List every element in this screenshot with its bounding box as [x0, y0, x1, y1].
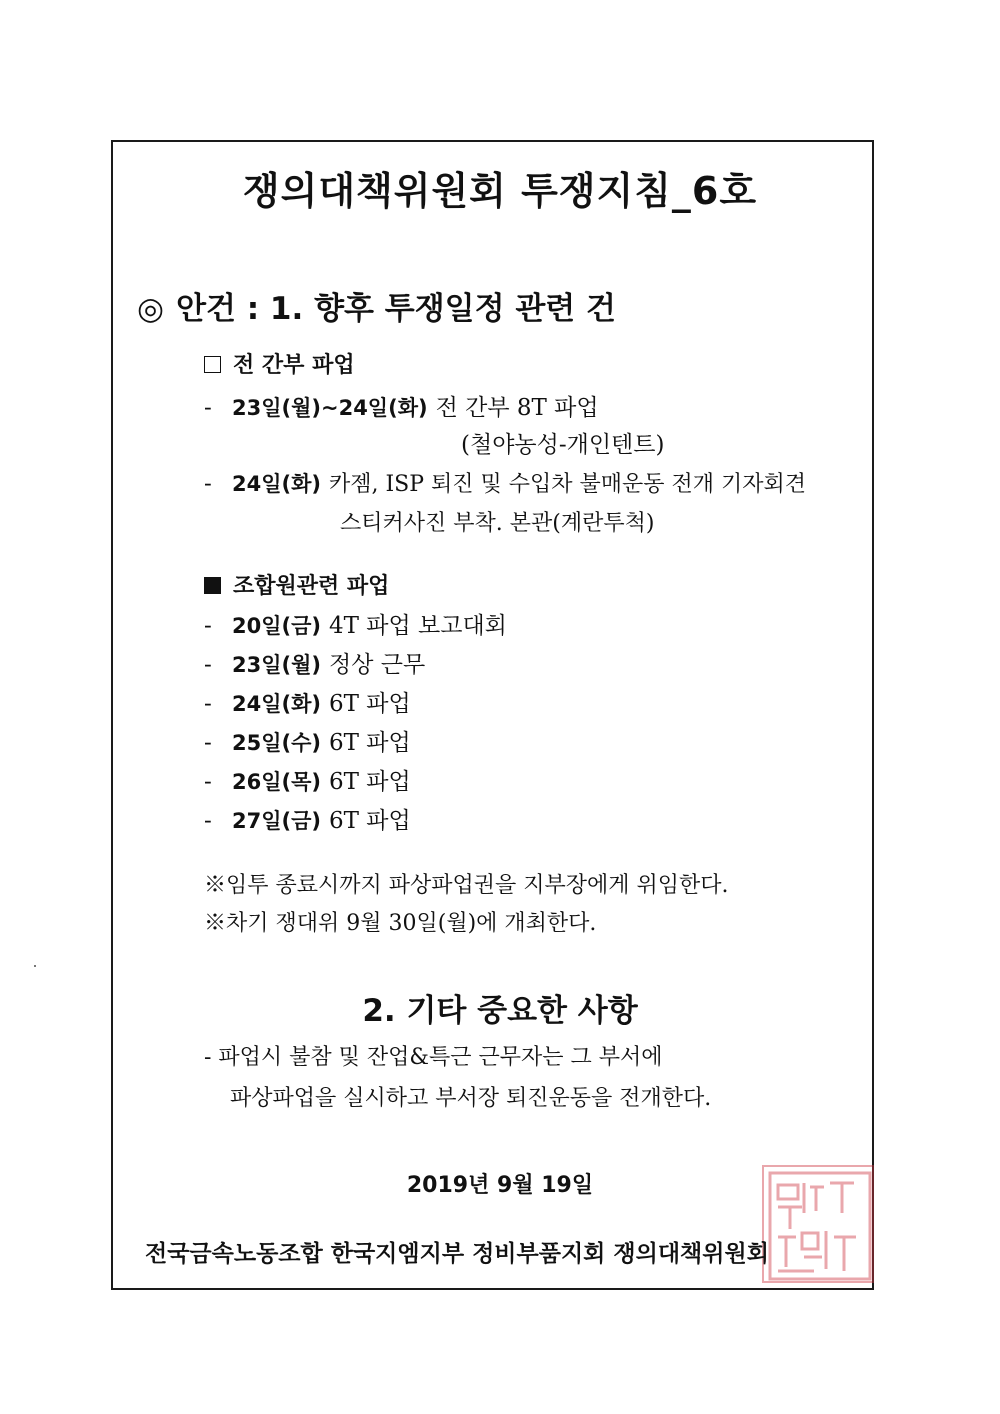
- list-item-continuation: 스티커사진 부착. 본관(계란투척): [340, 511, 655, 536]
- item-date: 26일(목): [232, 770, 321, 794]
- empty-square-icon: [204, 356, 221, 373]
- list-item: [204, 467, 806, 498]
- list-item: [204, 389, 599, 422]
- red-seal-stamp: [762, 1165, 874, 1283]
- filled-square-icon: [204, 577, 221, 594]
- item-date: 20일(금): [232, 614, 321, 638]
- item-text: 정상 근무: [329, 652, 426, 678]
- list-item: [204, 646, 425, 679]
- dash: -: [204, 471, 212, 497]
- other-line-1: - 파업시 불참 및 잔업&특근 근무자는 그 부서에: [204, 1045, 663, 1070]
- organization-name: 전국금속노동조합 한국지엠지부 정비부품지회 쟁의대책위원회: [145, 1241, 769, 1267]
- dash: -: [204, 691, 212, 717]
- dash: -: [204, 395, 212, 421]
- document-title: 쟁의대책위원회 투쟁지침_6호: [242, 169, 758, 213]
- other-section-heading: 2. 기타 중요한 사항: [362, 993, 638, 1029]
- item-date: 23일(월)~24일(화): [232, 396, 428, 420]
- item-text: 전 간부 8T 파업: [435, 395, 599, 421]
- item-date: 24일(화): [232, 692, 321, 716]
- list-item: [204, 802, 411, 835]
- list-item-continuation: (철야농성-개인텐트): [461, 432, 665, 458]
- section-heading-members: [204, 569, 389, 600]
- item-date: 24일(화): [232, 472, 321, 496]
- list-item: [204, 763, 411, 796]
- section-heading-all-officers: [204, 348, 355, 379]
- dash: -: [204, 613, 212, 639]
- item-text: 6T 파업: [329, 808, 411, 834]
- item-text: 4T 파업 보고대회: [329, 613, 507, 639]
- list-item: [204, 685, 411, 718]
- seal-graphic: [764, 1167, 874, 1283]
- section-heading-text: 전 간부 파업: [233, 352, 355, 378]
- item-date: 27일(금): [232, 809, 321, 833]
- item-text: 6T 파업: [329, 691, 411, 717]
- dash: -: [204, 808, 212, 834]
- item-date: 25일(수): [232, 731, 321, 755]
- note-line: ※임투 종료시까지 파상파업권을 지부장에게 위임한다.: [204, 873, 729, 898]
- section-heading-text: 조합원관련 파업: [233, 573, 390, 599]
- dash: -: [204, 652, 212, 678]
- scan-speck: [34, 965, 36, 967]
- item-date: 23일(월): [232, 653, 321, 677]
- dash: -: [204, 730, 212, 756]
- other-line-2: 파상파업을 실시하고 부서장 퇴진운동을 전개한다.: [230, 1086, 712, 1111]
- item-text: 6T 파업: [329, 769, 411, 795]
- note-line: ※차기 쟁대위 9월 30일(월)에 개최한다.: [204, 911, 597, 936]
- agenda-text: 안건 : 1. 향후 투쟁일정 관련 건: [176, 291, 616, 327]
- double-circle-icon: ◎: [137, 291, 165, 327]
- list-item: [204, 607, 507, 640]
- item-text: 카젬, ISP 퇴진 및 수입차 불매운동 전개 기자회견: [329, 472, 807, 497]
- dash: -: [204, 769, 212, 795]
- list-item: [204, 724, 411, 757]
- agenda-line: [137, 283, 616, 328]
- item-text: 6T 파업: [329, 730, 411, 756]
- document-date: 2019년 9월 19일: [406, 1173, 594, 1198]
